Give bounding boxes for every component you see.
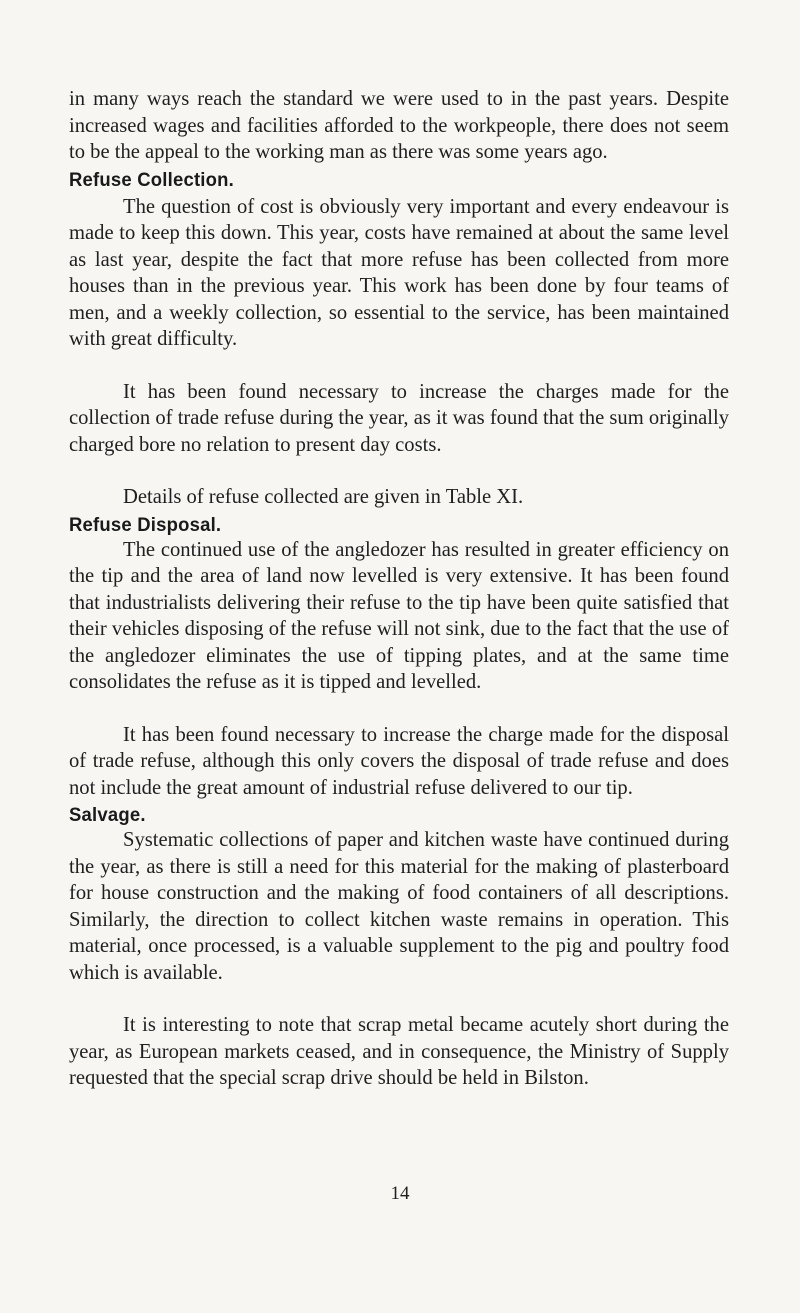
paragraph: Systematic collections of paper and kitchen waste have continued during the year, as there is still a need for this material for the making of plasterboard for house construction and the making of food containers of all descriptions. Similarly, the direction to collect kitchen waste remains in operation. This material, once processed, is a valuable supplement to the pig and poultry food which is available. [69,829,729,984]
section-salvage [69,801,729,1092]
intro-paragraph: in many ways reach the standard we were used to in the past years. Despite increased wages and facilities afforded to the workpeople, there does not seem to be the appeal to the working man as there was some years ago. [69,88,729,163]
paragraph: It has been found necessary to increase the charges made for the collection of trade refuse during the year, as it was found that the sum originally charged bore no relation to present day costs. [69,380,729,456]
page-number: 14 [390,1183,410,1204]
paragraph: It is interesting to note that scrap metal became acutely short during the year, as European markets ceased, and in consequence, the Ministry of Supply requested that the special scrap drive should be held in Bilston. [69,1014,729,1089]
section-heading: Refuse Disposal. [69,512,222,535]
section-heading: Salvage. [69,803,146,826]
document-page [69,86,729,1092]
section-heading: Refuse Collection. [69,167,234,190]
section-refuse-collection [69,166,729,511]
paragraph: It has been found necessary to increase the charge made for the disposal of trade refuse, although this only covers the disposal of trade refuse and does not include the great amount of industrial refuse delivered to our tip. [69,723,729,799]
paragraph: Details of refuse collected are given in Table XI. [123,486,524,508]
paragraph: The continued use of the angledozer has resulted in greater efficiency on the tip and the area of land now levelled is very extensive. It has been found that industrialists delivering their refuse to the tip have been quite satisfied that their vehicles disposing of the refuse will not sink, due to the fact that the use of the angledozer eliminates the use of tipping plates, and at the same time consolidates the refuse as it is tipped and levelled. [69,538,729,693]
paragraph: The question of cost is obviously very important and every endeavour is made to keep this down. This year, costs have remained at about the same level as last year, despite the fact that more refuse has been collected from more houses than in the previous year. This work has been done by four teams of men, and a weekly collection, so essential to the service, has been maintained with great difficulty. [69,195,729,350]
section-refuse-disposal [69,511,729,802]
